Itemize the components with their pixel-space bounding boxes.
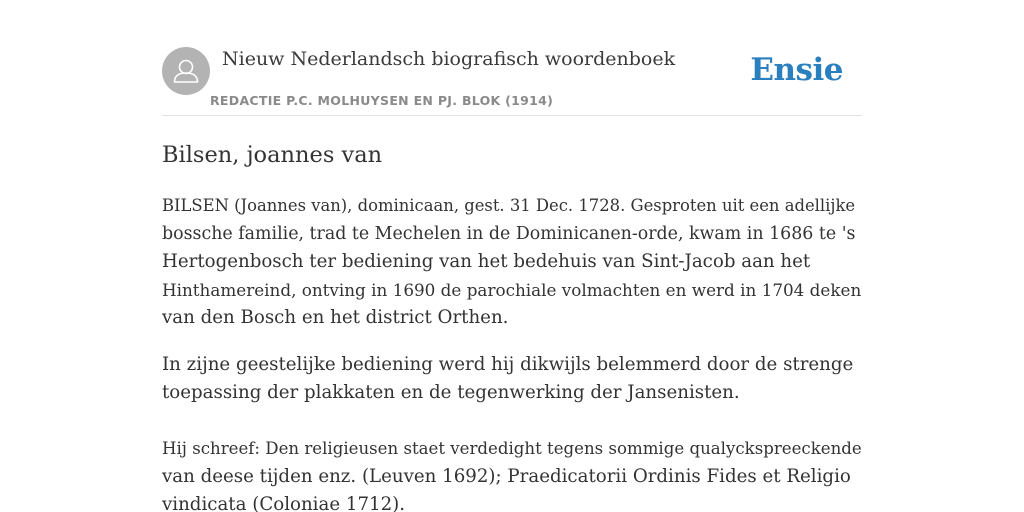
paragraph-line: bossche familie, trad te Mechelen in de Dominicanen-orde, kwam in 1686 te 's: [162, 224, 856, 244]
book-header: [162, 44, 862, 116]
entry-paragraph-1: [162, 192, 862, 332]
book-title[interactable]: Nieuw Nederlandsch biografisch woordenboek: [222, 48, 676, 70]
entry-paragraph-2: [162, 351, 862, 407]
paragraph-line: In zijne geestelijke bediening werd hij dikwijls belemmerd door de strenge: [162, 354, 854, 375]
ensie-logo[interactable]: Ensie: [750, 52, 843, 88]
paragraph-line: van den Bosch en het district Orthen.: [162, 307, 509, 328]
paragraph-line: vindicata (Coloniae 1712).: [162, 494, 406, 512]
paragraph-line: Hertogenbosch ter bediening van het bedehuis van Sint-Jacob aan het: [162, 251, 811, 272]
paragraph-line: Hinthamereind, ontving in 1690 de parochiale volmachten en werd in 1704 deken: [162, 280, 862, 300]
entry-title: Bilsen, joannes van: [162, 142, 383, 168]
book-editors: REDACTIE P.C. MOLHUYSEN EN PJ. BLOK (1914): [210, 93, 554, 108]
paragraph-line: Hij schreef: Den religieusen staet verdedight tegens sommige qualyckspreeckende: [162, 439, 862, 458]
paragraph-line: toepassing der plakkaten en de tegenwerking der Jansenisten.: [162, 382, 740, 403]
entry-paragraph-3: [162, 435, 862, 512]
user-avatar-icon: [162, 47, 210, 95]
paragraph-line: van deese tijden enz. (Leuven 1692); Praedicatorii Ordinis Fides et Religio: [162, 466, 851, 487]
paragraph-line: BILSEN (Joannes van), dominicaan, gest. 31 Dec. 1728. Gesproten uit een adellijke: [162, 196, 856, 215]
